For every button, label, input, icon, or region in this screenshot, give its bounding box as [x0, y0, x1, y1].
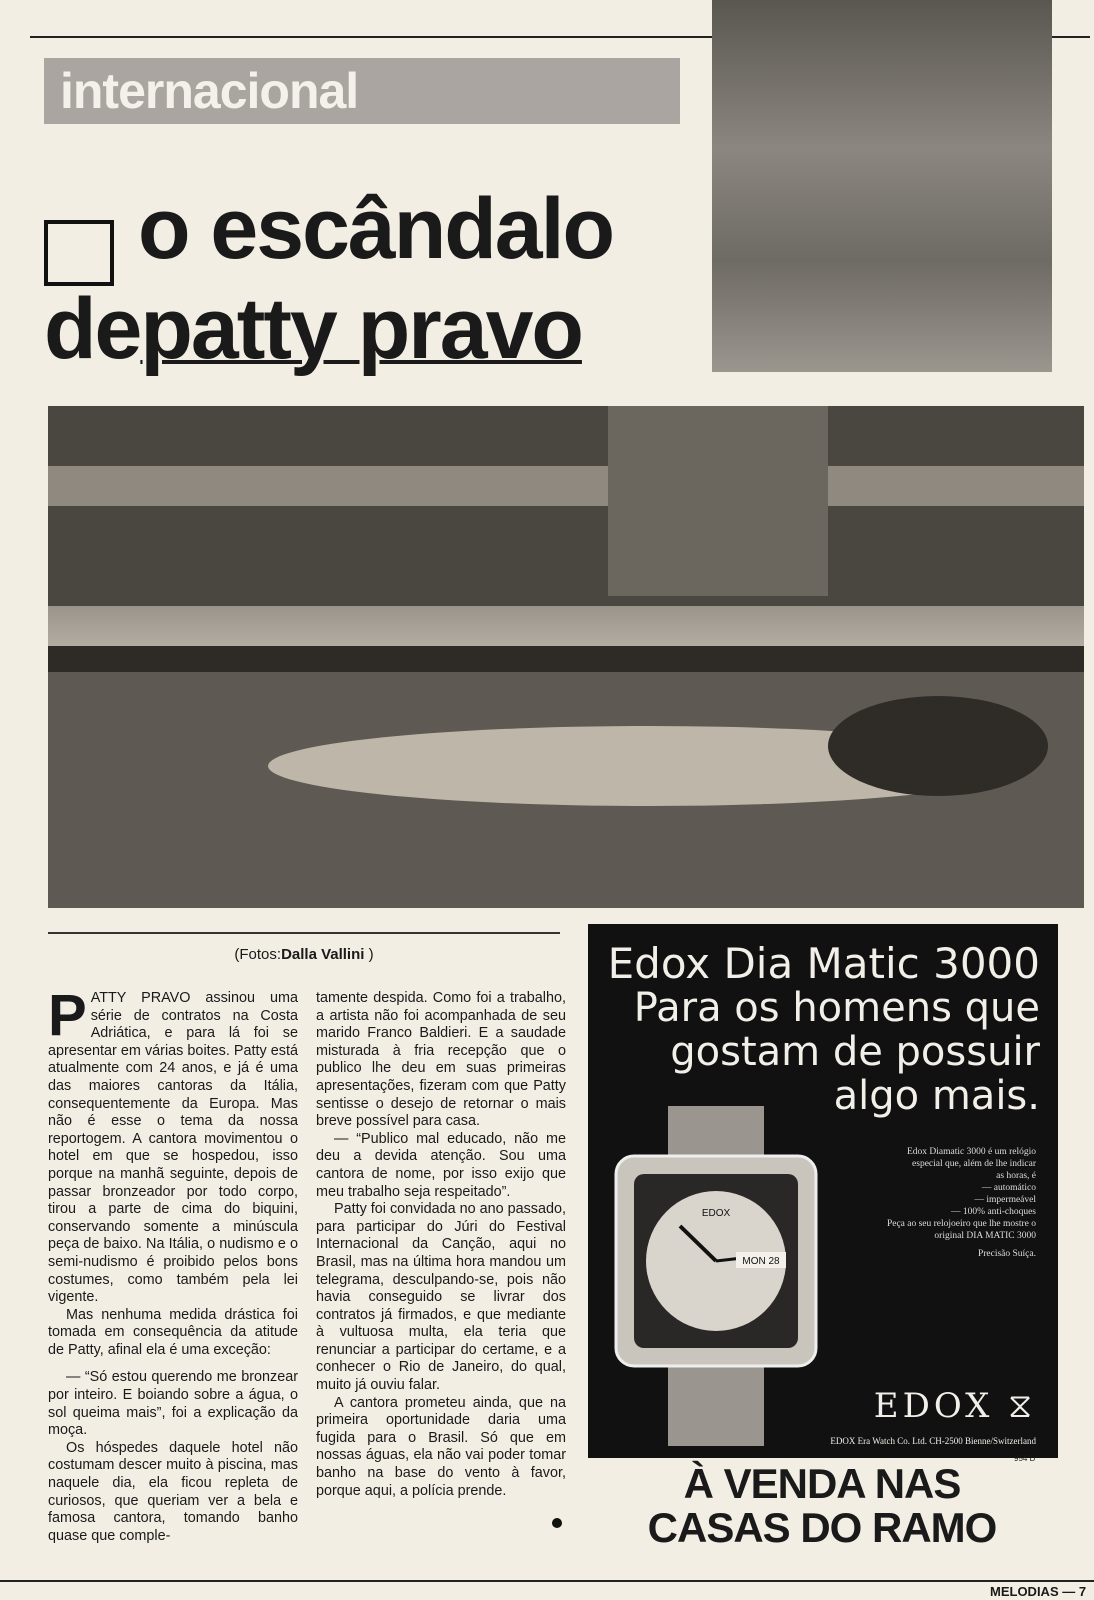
- headline-line2-name: patty pravo: [140, 281, 582, 377]
- edox-advertisement: [588, 924, 1058, 1458]
- headline-box-icon: [44, 220, 114, 286]
- photo-credit-suffix: ): [368, 946, 374, 963]
- drop-cap: P: [48, 983, 87, 1048]
- ad-sale-text: [592, 1462, 1052, 1550]
- ad-sale-line: À VENDA NAS: [683, 1460, 961, 1507]
- caption-rule: [48, 932, 560, 934]
- ad-footer: EDOX Era Watch Co. Ltd. CH-2500 Bienne/Switzerland: [830, 1436, 1036, 1446]
- headline-line2-prefix: de: [44, 281, 141, 377]
- article-quote: — “Só estou querendo me bronzear por inteiro. E boiando sobre a água, o sol queima mais”, foi a explicação da moça.: [48, 1369, 298, 1439]
- article-column-1: [48, 983, 298, 1545]
- article-paragraph: Os hóspedes daquele hotel não costumam descer muito à piscina, mas naquele dia, ela ficou repleta de curiosos, que queriam ver a bela e famosa cantora, tomando banho quase que comple-: [48, 1439, 298, 1544]
- article-paragraph: A cantora prometeu ainda, que na primeira oportunidade daria uma fugida para o Brasil. Só que em nossas águas, ela não vai poder tomar banho na base do vento à favor, porque aqui, a polícia prende.: [316, 1394, 566, 1499]
- section-label: internacional: [60, 63, 359, 119]
- photo-credit: [48, 946, 560, 963]
- ad-detail: — 100% anti-choques: [951, 1207, 1036, 1217]
- ad-detail: original DIA MATIC 3000: [934, 1231, 1036, 1241]
- article-column-2: [316, 990, 566, 1500]
- photo-credit-name: Dalla Vallini: [281, 946, 365, 963]
- watch-date-window: MON 28: [742, 1256, 780, 1267]
- photo-pool-art: [48, 406, 1084, 908]
- article-paragraph: Patty foi convidada no ano passado, para participar do Júri do Festival Internacional da Canção, aqui no Brasil, mas na última hora mandou um telegrama, desculpando-se, pois não havia conseguido se livrar dos contratos já firmados, e que mediante à vultuosa multa, ela teria que renunciar a participar do certame, e a conhecer o Rio de Janeiro, do qual, muito já ouviu falar.: [316, 1201, 567, 1394]
- footer-rule: [0, 1580, 1094, 1582]
- ad-detail: Precisão Suíça.: [977, 1249, 1036, 1259]
- photo-credit-prefix: (Fotos:: [234, 946, 282, 963]
- page-footer: MELODIAS — 7: [990, 1584, 1087, 1599]
- photo-pool: [48, 406, 1084, 908]
- article-paragraph: tamente despida. Como foi a trabalho, a artista não foi acompanhada de seu marido Franco Baldieri. E a saudade misturada à fria recepção que o publico lhe deu em suas primeiras apresentações, fizeram com que Patty sentisse o desejo de retornar o mais breve possível para casa.: [316, 990, 566, 1130]
- article-quote: — “Publico mal educado, não me deu a devida atenção. Sou uma cantora de nome, por isso exijo que meu trabalho seja respeitado”.: [316, 1130, 566, 1200]
- ad-headline-3: gostam de possuir: [670, 1029, 1040, 1075]
- article-paragraph: Mas nenhuma medida drástica foi tomada em consequência da atitude de Patty, afinal ela é uma exceção:: [48, 1306, 298, 1358]
- ad-detail: especial que, além de lhe indicar: [912, 1159, 1036, 1169]
- headline-line2: [44, 281, 582, 377]
- ad-headline-2: Para os homens que: [633, 985, 1040, 1031]
- article-paragraph: ATTY PRAVO assinou uma série de contratos na Costa Adriática, e para lá foi se apresentar em várias boites. Patty está atualmente com 24 anos, e já é uma das maiores cantoras da Itália, consequentemente da Europa. Mas não é esse o tema da nossa reportogem. A cantora movimentou o hotel em que se hospedou, isso porque na manhã seguinte, depois de passar bronzeador por todo corpo, tirou a parte de cima do biquini, conservando somente a minúscula peça de baixo. Na Itália, o nudismo e o semi-nudismo é proibido pelos bons costumes, como também pela lei vigente.: [48, 990, 298, 1306]
- watch-illustration: [610, 1106, 822, 1446]
- ad-headline-1: Edox Dia Matic 3000: [607, 939, 1040, 988]
- headline-line1: o escândalo: [138, 181, 614, 277]
- ad-headline-4: algo mais.: [833, 1073, 1040, 1119]
- end-bullet-icon: [552, 1518, 562, 1528]
- ad-detail: — impermeável: [974, 1195, 1036, 1205]
- photo-woman-seated: [712, 0, 1052, 372]
- ad-details: [887, 1146, 1036, 1260]
- ad-brand-logo: EDOX ⧖: [873, 1386, 1036, 1426]
- ad-detail: — automático: [981, 1183, 1036, 1193]
- ad-sale-line: CASAS DO RAMO: [647, 1504, 997, 1551]
- ad-detail: as horas, é: [996, 1171, 1036, 1181]
- watch-dial-brand: EDOX: [701, 1208, 731, 1219]
- ad-detail: Edox Diamatic 3000 é um relógio: [906, 1147, 1036, 1157]
- ad-code: 954 D: [1014, 1454, 1036, 1463]
- ad-detail: Peça ao seu relojoeiro que lhe mostre o: [886, 1219, 1036, 1229]
